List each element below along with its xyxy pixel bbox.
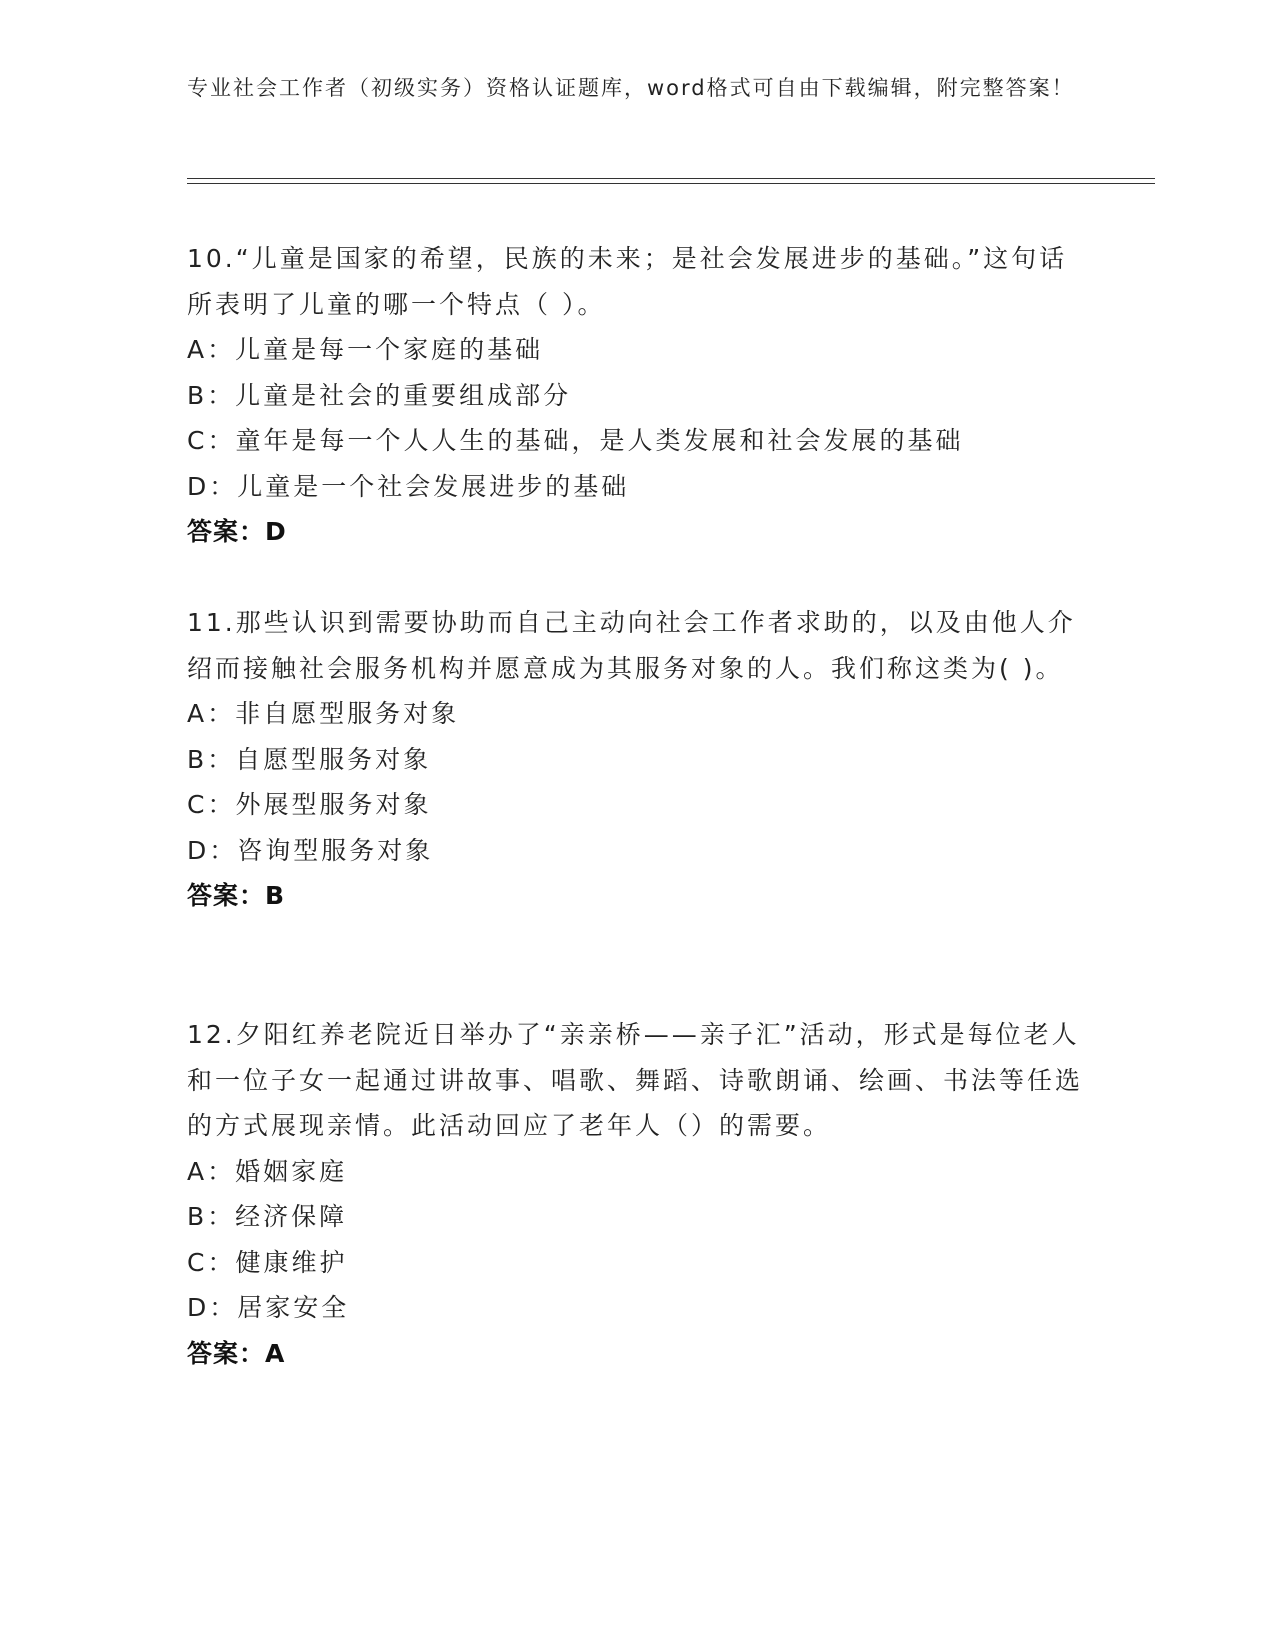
question-10 [187, 236, 1087, 555]
option-b: B：儿童是社会的重要组成部分 [187, 380, 572, 410]
option-b: B：经济保障 [187, 1202, 348, 1231]
option-d: D：居家安全 [187, 1293, 350, 1322]
question-stem: 10.“儿童是国家的希望，民族的未来；是社会发展进步的基础。”这句话所表明了儿童的哪一个特点（ ）。 [187, 244, 1068, 319]
header-divider-bottom [187, 183, 1155, 184]
header-divider-top [187, 178, 1155, 179]
option-a: A：婚姻家庭 [187, 1156, 348, 1186]
option-a: A：非自愿型服务对象 [187, 699, 460, 728]
answer-line: 答案：B [187, 881, 286, 910]
document-header: 专业社会工作者（初级实务）资格认证题库，word格式可自由下载编辑，附完整答案！ [187, 76, 1075, 100]
question-11 [187, 600, 1087, 919]
question-stem: 12.夕阳红养老院近日举办了“亲亲桥——亲子汇”活动，形式是每位老人和一位子女一起通过讲故事、唱歌、舞蹈、诗歌朗诵、绘画、书法等任选的方式展现亲情。此活动回应了老年人（）的需要。 [187, 1020, 1084, 1140]
option-c: C：童年是每一个人人生的基础，是人类发展和社会发展的基础 [187, 426, 964, 455]
option-b: B：自愿型服务对象 [187, 744, 432, 774]
option-a: A：儿童是每一个家庭的基础 [187, 335, 544, 364]
question-stem: 11.那些认识到需要协助而自己主动向社会工作者求助的，以及由他人介绍而接触社会服务机构并愿意成为其服务对象的人。我们称这类为( )。 [187, 608, 1076, 683]
option-c: C：外展型服务对象 [187, 790, 432, 819]
option-c: C：健康维护 [187, 1247, 348, 1277]
question-12 [187, 1012, 1087, 1377]
option-d: D：咨询型服务对象 [187, 835, 434, 865]
option-d: D：儿童是一个社会发展进步的基础 [187, 471, 630, 501]
answer-line: 答案：A [187, 1338, 286, 1368]
answer-line: 答案：D [187, 517, 287, 546]
